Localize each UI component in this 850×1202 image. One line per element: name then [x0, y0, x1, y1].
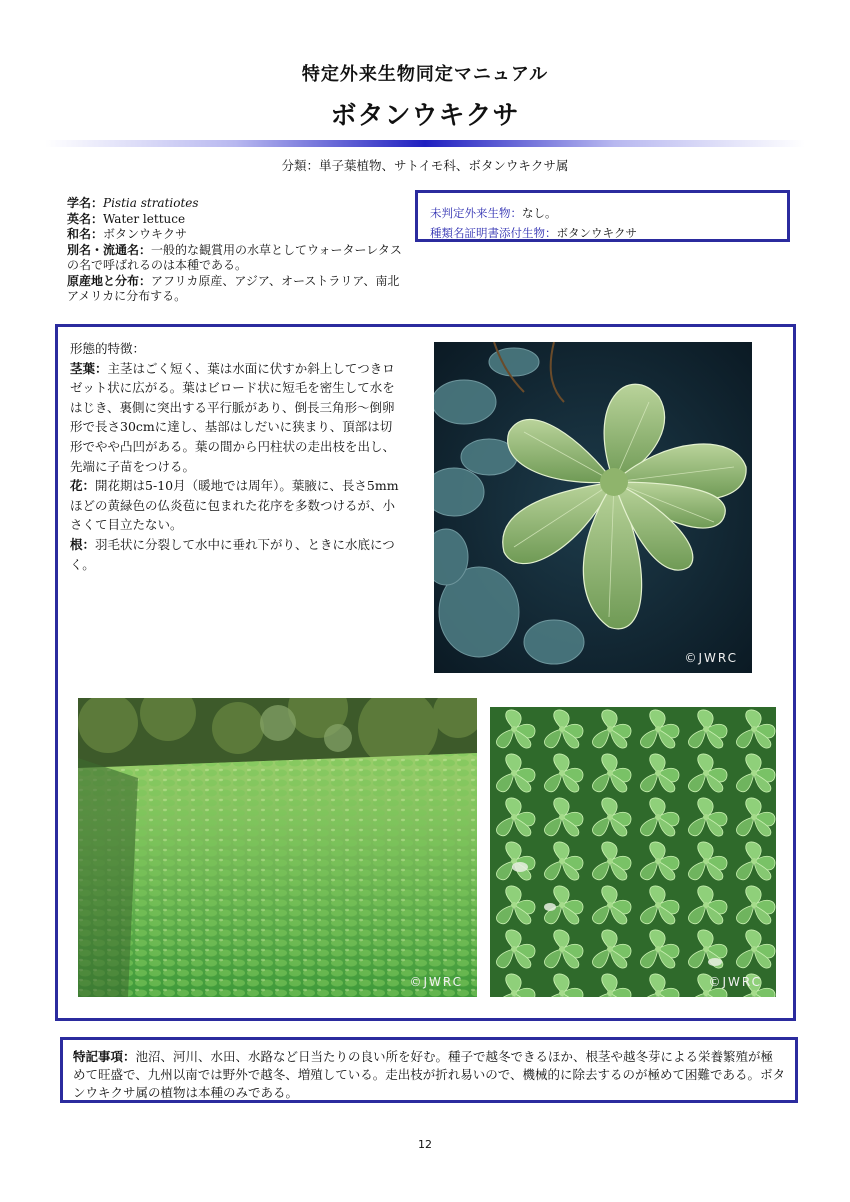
flower-text-a: 開花期は	[95, 478, 146, 494]
english-name-row	[67, 212, 407, 228]
english-name: Water lettuce	[103, 211, 186, 226]
scientific-name-row	[67, 196, 407, 212]
morphology-box	[55, 324, 796, 1021]
scientific-name-label: 学名：	[67, 196, 104, 210]
notes-box	[60, 1037, 798, 1103]
stem-leaf-paragraph	[70, 359, 402, 477]
stem-leaf-length: 30cm	[120, 419, 155, 435]
rosette-closeup-photo	[434, 342, 752, 673]
stem-leaf-text-a: 主茎はごく短く、葉は水面に伏すか斜上してつきロゼット状に広がる。葉はビロード状に短毛を密生して水をはじき、裏側に突出する平行脈があり、倒長三角形～倒卵形で長さ	[70, 360, 395, 435]
certificate-value: ボタンウキクサ	[556, 226, 637, 240]
certificate-row	[430, 223, 775, 243]
classification: 分類：単子葉植物、サトイモ科、ボタンウキクサ属	[281, 158, 569, 173]
flower-months: 5-10	[145, 478, 174, 494]
species-info	[67, 196, 407, 305]
japanese-name-row	[67, 227, 407, 243]
root-label: 根：	[70, 536, 96, 552]
japanese-name: ボタンウキクサ	[103, 227, 188, 241]
flower-size: 5mm	[366, 478, 399, 494]
certificate-label: 種類名証明書添付生物：	[430, 226, 557, 240]
scientific-name: Pistia stratiotes	[103, 196, 199, 210]
other-names-label: 別名・流通名：	[67, 242, 152, 257]
unjudged-value: なし。	[522, 206, 557, 220]
stem-leaf-text-b: に達し、基部はしだいに狭まり、頂部は切形でやや凸凹がある。葉の間から円柱状の走出枝を出し、先端に子苗をつける。	[70, 419, 396, 474]
other-names: 一般的な観賞用の水草としてウォーターレタスの名で呼ばれるのは本種である。	[67, 242, 402, 272]
flower-text-b: 月（暖地では周年）。葉腋に、長さ	[173, 478, 367, 494]
japanese-name-label: 和名：	[67, 227, 104, 241]
morphology-heading: 形態的特徴：	[70, 341, 146, 356]
photo-credit: ©JWRC	[708, 975, 762, 989]
page-number: 12	[418, 1138, 432, 1151]
status-box	[415, 190, 790, 242]
root-text: 羽毛状に分裂して水中に垂れ下がり、ときに水底につく。	[70, 536, 395, 572]
stem-leaf-label: 茎葉：	[70, 360, 108, 376]
origin-label: 原産地と分布：	[67, 273, 152, 288]
flower-label: 花：	[70, 478, 96, 494]
root-paragraph	[70, 535, 402, 574]
other-names-row	[67, 243, 407, 274]
english-name-label: 英名：	[67, 211, 104, 226]
notes-text: 池沼、河川、水田、水路など日当たりの良い所を好む。種子で越冬できるほか、根茎や越冬芽による栄養繁殖が極めて旺盛で、九州以南では野外で越冬、増殖している。走出枝が折れ易いので、機械的に除去するのが極めて困難である。ボタンウキクサ属の植物は本種のみである。	[73, 1049, 786, 1100]
photo-credit: ©JWRC	[409, 975, 463, 989]
origin: アフリカ原産、アジア、オーストラリア、南北アメリカに分布する。	[67, 273, 400, 303]
morphology-text	[70, 339, 402, 574]
title-divider	[45, 140, 805, 147]
pond-photo	[78, 698, 477, 997]
species-title: ボタンウキクサ	[330, 101, 520, 131]
flower-paragraph	[70, 476, 402, 535]
flower-text-c: ほどの黄緑色の仏炎苞に包まれた花序を多数つけるが、小さくて目立たない。	[70, 497, 396, 533]
manual-title: 特定外来生物同定マニュアル	[301, 64, 549, 85]
notes-label: 特記事項：	[73, 1049, 136, 1064]
photo-credit: ©JWRC	[684, 651, 738, 665]
unjudged-row	[430, 203, 775, 223]
origin-row	[67, 274, 407, 305]
dense-cluster-photo	[490, 707, 776, 997]
unjudged-label: 未判定外来生物：	[430, 206, 522, 220]
